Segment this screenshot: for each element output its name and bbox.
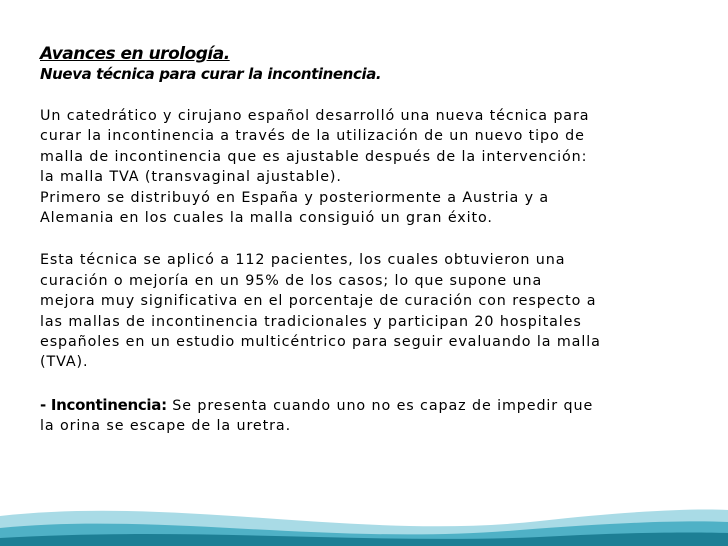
paragraph-line: las mallas de incontinencia tradicionales y participan 20 hospitales [40,313,582,330]
paragraph-line: Primero se distribuyó en España y posteriormente a Austria y a [40,189,550,206]
definition-line-1 [40,395,680,416]
paragraph-2 [40,250,680,372]
paragraph-line: mejora muy significativa en el porcentaje de curación con respecto a [40,293,597,310]
paragraph-line: (TVA). [40,354,89,371]
spacer [40,228,680,250]
paragraph-line: malla de incontinencia que es ajustable después de la intervención: [40,148,588,165]
definition-line-2: la orina se escape de la uretra. [40,418,292,435]
page-title: Avances en urología. [40,44,230,64]
definition-block [40,395,680,437]
paragraph-line: la malla TVA (transvaginal ajustable). [40,169,342,186]
paragraph-line: españoles en un estudio multicéntrico para seguir evaluando la malla [40,334,601,351]
spacer [40,84,680,106]
paragraph-line: curación o mejoría en un 95% de los casos; lo que supone una [40,272,543,289]
paragraph-line: Esta técnica se aplicó a 112 pacientes, los cuales obtuvieron una [40,252,566,269]
page-subtitle: Nueva técnica para curar la incontinencia. [40,65,382,83]
paragraph-1 [40,106,680,228]
decorative-wave-footer [0,486,728,546]
definition-text: Se presenta cuando uno no es capaz de impedir que [166,397,594,414]
paragraph-line: Un catedrático y cirujano español desarrolló una nueva técnica para [40,108,590,124]
definition-term: - Incontinencia: [40,395,167,414]
slide-content [40,44,680,437]
spacer [40,373,680,395]
paragraph-line: Alemania en los cuales la malla consiguió un gran éxito. [40,210,493,227]
paragraph-line: curar la incontinencia a través de la utilización de un nuevo tipo de [40,128,585,145]
